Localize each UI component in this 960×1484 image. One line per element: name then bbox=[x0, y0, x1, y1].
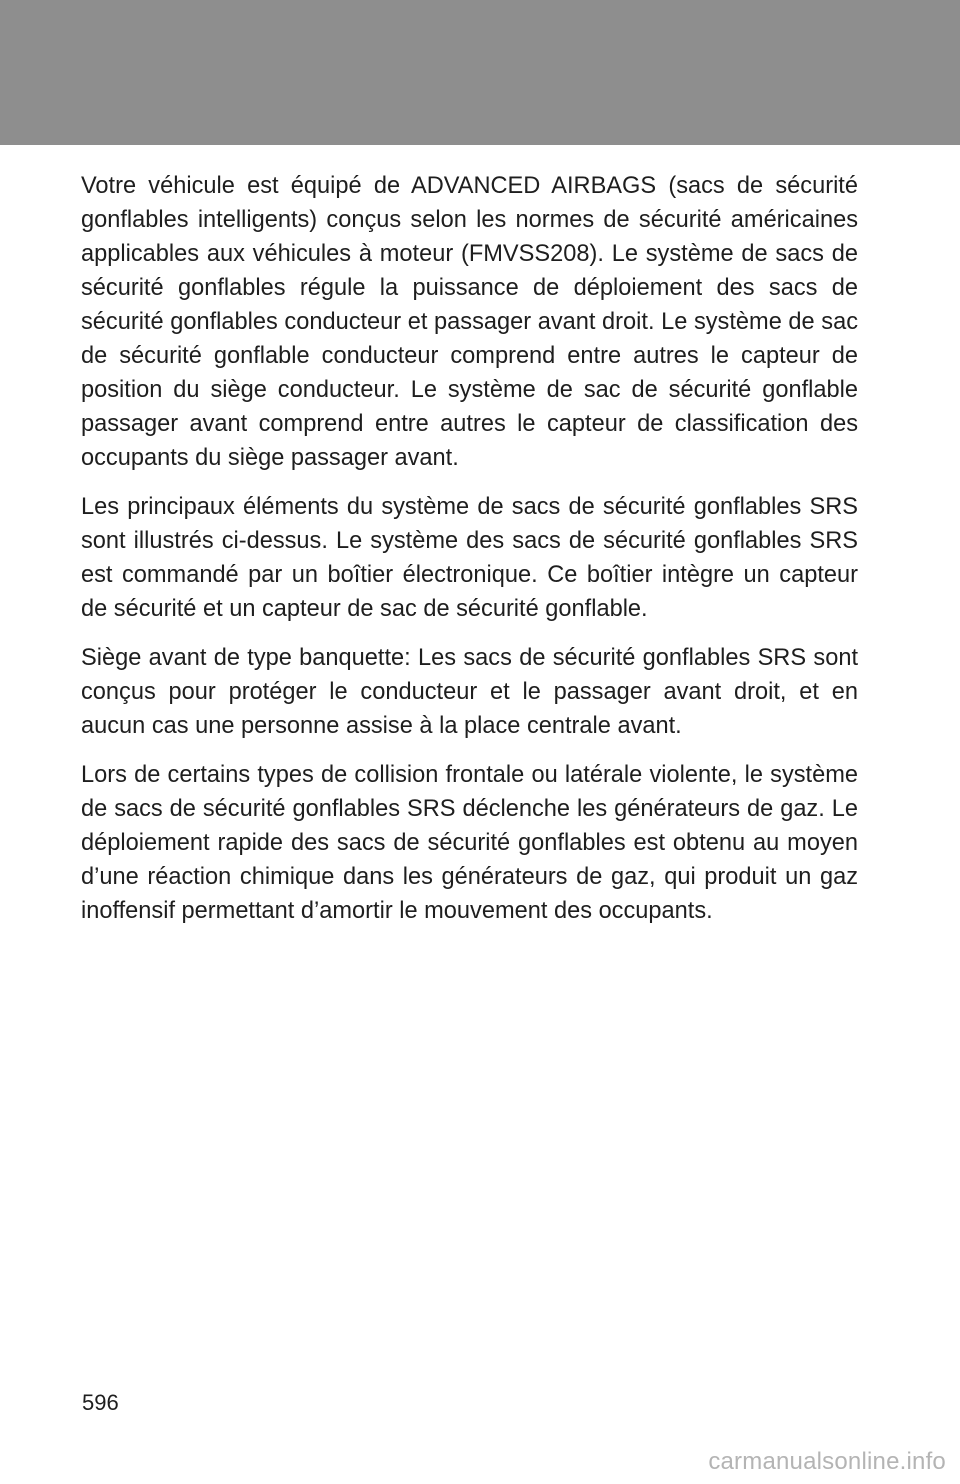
body-text bbox=[81, 169, 858, 943]
paragraph-srs-components: Les principaux éléments du système de sacs de sécurité gonflables SRS sont illustrés ci-dessus. Le système des sacs de sécurité gonflables SRS est commandé par un boîtier électronique. Ce boîtier intègre un capteur de sécurité et un capteur de sac de sécurité gonflable. bbox=[81, 494, 858, 622]
header-band bbox=[0, 0, 960, 145]
watermark: carmanualsonline.info bbox=[708, 1448, 946, 1475]
paragraph-advanced-airbags: Votre véhicule est équipé de ADVANCED AIRBAGS (sacs de sécurité gonflables intelligents) conçus selon les normes de sécurité américaines applicables aux véhicules à moteur (FMVSS208). Le système de sacs de sécurité gonflables régule la puissance de déploiement des sacs de sécurité gonflables conducteur et passager avant droit. Le système de sac de sécurité gonflable conducteur comprend entre autres le capteur de position du siège conducteur. Le système de sac de sécurité gonflable passager avant comprend entre autres le capteur de classification des occupants du siège passager avant. bbox=[81, 173, 858, 471]
paragraph-collision-deployment: Lors de certains types de collision frontale ou latérale violente, le système de sacs de sécurité gonflables SRS déclenche les générateurs de gaz. Le déploiement rapide des sacs de sécurité gonflables est obtenu au moyen d’une réaction chimique dans les générateurs de gaz, qui produit un gaz inoffensif permettant d’amortir le mouvement des occupants. bbox=[81, 762, 858, 924]
page-number: 596 bbox=[82, 1390, 119, 1415]
paragraph-bench-seat: Siège avant de type banquette: Les sacs de sécurité gonflables SRS sont conçus pour protéger le conducteur et le passager avant droit, et en aucun cas une personne assise à la place centrale avant. bbox=[81, 645, 858, 739]
